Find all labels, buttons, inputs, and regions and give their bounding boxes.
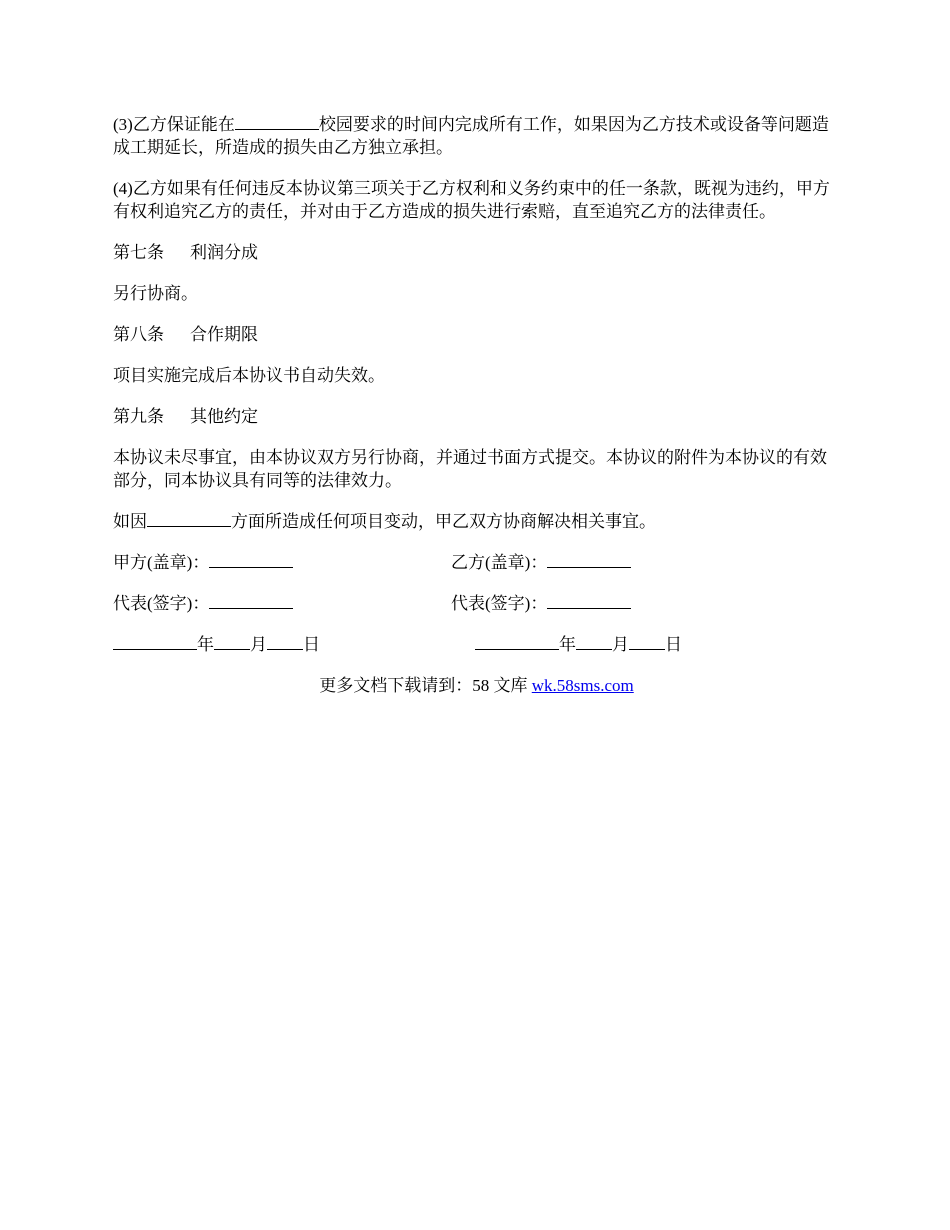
article-number: 第九条 xyxy=(113,407,164,426)
year-label: 年 xyxy=(197,635,214,654)
article-title: 利润分成 xyxy=(190,243,258,262)
party-b-date xyxy=(451,633,840,656)
blank-line xyxy=(113,633,197,650)
article-9-body: 本协议未尽事宜，由本协议双方另行协商，并通过书面方式提交。本协议的附件为本协议的有效部分，同本协议具有同等的法律效力。 xyxy=(113,448,827,490)
footer xyxy=(113,674,840,697)
article-9-heading xyxy=(113,405,840,428)
blank-line xyxy=(629,633,665,650)
blank-line xyxy=(214,633,250,650)
clause-3 xyxy=(113,113,840,159)
footer-link[interactable]: wk.58sms.com xyxy=(531,676,634,695)
party-a-seal xyxy=(113,551,451,574)
seal-row xyxy=(113,551,840,574)
article-7-heading xyxy=(113,241,840,264)
party-b-seal xyxy=(451,551,840,574)
clause-3-end: 校园要求的时间内完成所有工作，如果因为乙方技术或设备等问题造成工期延长，所造成的损失由乙方独立承担。 xyxy=(113,115,829,157)
blank-line xyxy=(267,633,303,650)
year-label: 年 xyxy=(559,635,576,654)
blank-line xyxy=(475,633,559,650)
article-title: 其他约定 xyxy=(190,407,258,426)
article-number: 第八条 xyxy=(113,325,164,344)
representative-label: 代表(签字)： xyxy=(451,594,548,613)
blank-line xyxy=(547,592,631,609)
representative-row xyxy=(113,592,840,615)
month-label: 月 xyxy=(250,635,267,654)
change-clause-end: 方面所造成任何项目变动，甲乙双方协商解决相关事宜。 xyxy=(231,512,656,531)
party-a-representative xyxy=(113,592,451,615)
blank-line xyxy=(147,510,231,527)
change-clause xyxy=(113,510,840,533)
article-number: 第七条 xyxy=(113,243,164,262)
party-b-representative xyxy=(451,592,840,615)
document-page xyxy=(113,113,840,715)
change-clause-start: 如因 xyxy=(113,512,147,531)
day-label: 日 xyxy=(665,635,682,654)
blank-line xyxy=(547,551,631,568)
party-b-seal-label: 乙方(盖章)： xyxy=(451,553,548,572)
blank-line xyxy=(209,592,293,609)
footer-text: 更多文档下载请到：58 文库 xyxy=(319,676,532,695)
blank-line xyxy=(576,633,612,650)
blank-line xyxy=(235,113,319,130)
article-7-body: 另行协商。 xyxy=(113,284,198,303)
clause-4: (4)乙方如果有任何违反本协议第三项关于乙方权利和义务约束中的任一条款，既视为违约，甲方有权利追究乙方的责任，并对由于乙方造成的损失进行索赔，直至追究乙方的法律责任。 xyxy=(113,179,830,221)
article-8-heading xyxy=(113,323,840,346)
article-8-body: 项目实施完成后本协议书自动失效。 xyxy=(113,366,385,385)
day-label: 日 xyxy=(303,635,320,654)
article-title: 合作期限 xyxy=(190,325,258,344)
blank-line xyxy=(209,551,293,568)
month-label: 月 xyxy=(612,635,629,654)
clause-3-start: (3)乙方保证能在 xyxy=(113,115,235,134)
date-row xyxy=(113,633,840,656)
party-a-seal-label: 甲方(盖章)： xyxy=(113,553,210,572)
representative-label: 代表(签字)： xyxy=(113,594,210,613)
party-a-date xyxy=(113,633,451,656)
